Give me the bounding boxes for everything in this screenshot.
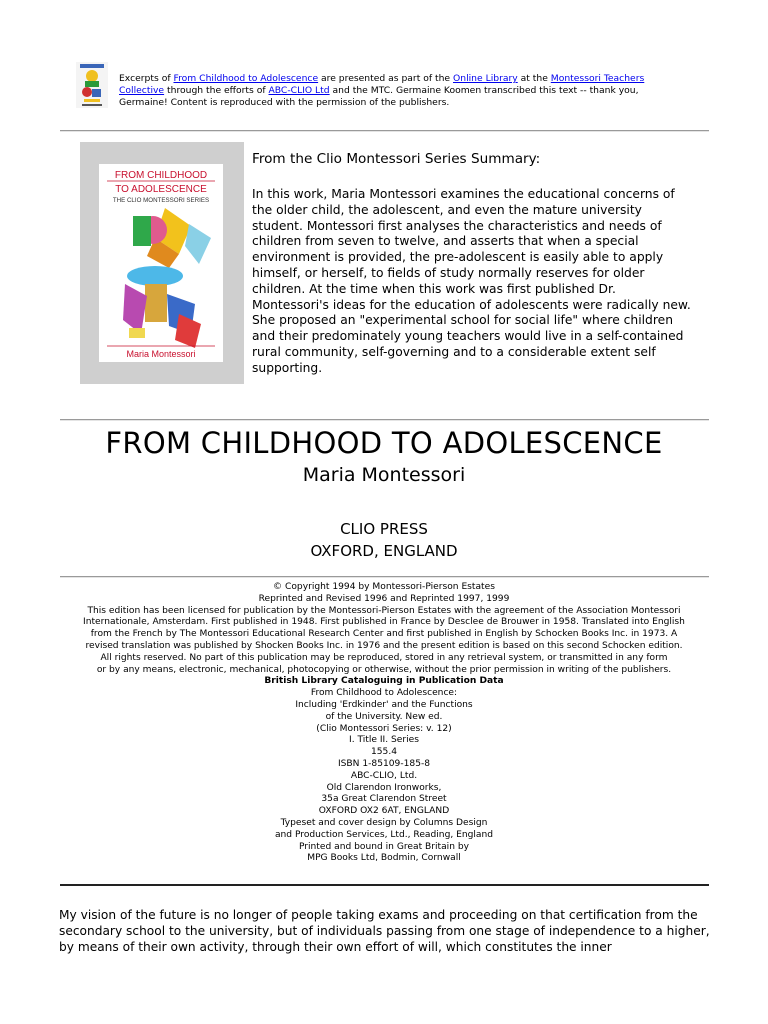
montessori-teachers-collective-link[interactable]: Montessori Teachers Collective xyxy=(119,73,645,96)
cataloguing-line: and Production Services, Ltd., Reading, England xyxy=(274,829,494,840)
publisher-name: CLIO PRESS xyxy=(340,520,428,538)
divider-copyright xyxy=(60,576,709,578)
intro-paragraph: My vision of the future is no longer of people taking exams and proceeding on that certification from the secondary school to the university, but of individuals passing from one stage of independence to a higher, by means of their own activity, through their own effort of will, which constitutes the inner xyxy=(59,908,710,954)
cataloguing-line: Including 'Erdkinder' and the Functions xyxy=(295,699,473,710)
abc-clio-link[interactable]: ABC-CLIO Ltd xyxy=(268,85,330,96)
book-link[interactable]: From Childhood to Adolescence xyxy=(173,73,319,84)
cataloguing-line: OXFORD OX2 6AT, ENGLAND xyxy=(318,806,450,817)
copyright-line: Reprinted and Revised 1996 and Reprinted 1997, 1999 xyxy=(258,593,510,604)
copyright-line: All rights reserved. No part of this publication may be reproduced, stored in any retrieval system, or transmitted in any form xyxy=(100,652,668,663)
cataloguing-line: I. Title II. Series xyxy=(349,735,419,746)
cataloguing-line: From Childhood to Adolescence: xyxy=(310,688,458,699)
cataloguing-line: ISBN 1-85109-185-8 xyxy=(337,758,431,769)
header-text: Excerpts of From Childhood to Adolescence are presented as part of the Online Library at the Montessori Teachers Collective through the efforts of ABC-CLIO Ltd and the MTC. Germaine Koomen transcribed this text -- thank you, Germaine! Content is reproduced with the permission of the publishers. xyxy=(119,73,645,108)
online-library-link[interactable]: Online Library xyxy=(453,73,518,84)
cataloguing-line: ABC-CLIO, Ltd. xyxy=(350,770,418,781)
cover-title-line1: FROM CHILDHOOD xyxy=(114,170,208,181)
copyright-line: Internationale, Amsterdam. First published in 1948. First published in France by Desclee de Brouwer in 1958. Translated into English xyxy=(83,617,685,628)
cataloguing-line: 155.4 xyxy=(370,747,398,758)
copyright-block xyxy=(40,582,728,865)
cover-author: Maria Montessori xyxy=(126,349,196,359)
copyright-line: or by any means, electronic, mechanical, photocopying or otherwise, without the prior permission in writing of the publishers. xyxy=(96,664,672,675)
cataloguing-line: Old Clarendon Ironworks, xyxy=(326,782,442,793)
cataloguing-line: Printed and bound in Great Britain by xyxy=(298,841,470,852)
copyright-line: from the French by The Montessori Educational Research Center and first published in English by Schocken Books Inc. in 1973. A xyxy=(90,629,678,640)
cover-series: THE CLIO MONTESSORI SERIES xyxy=(112,197,210,204)
summary-text: In this work, Maria Montessori examines the educational concerns of the older child, the adolescent, and even the mature university student. Montessori first analyses the characteristics and needs of children from seven to twelve, and asserts that when a special environment is provided, the pre-adolescent is easily able to apply himself, or herself, to fields of study normally reserves for older children. At the time when this work was first published Dr. Montessori's ideas for the education of adolescents were radically new. She proposed an "experimental school for social life" where children and their predominately young teachers would live in a self-contained rural community, self-governing and to a considerable extent self supporting. xyxy=(252,187,691,375)
cover-title-line2: TO ADOLESCENCE xyxy=(115,184,207,195)
divider-top xyxy=(60,130,709,132)
book-cover-image xyxy=(99,164,223,362)
cataloguing-line: Typeset and cover design by Columns Design xyxy=(280,817,488,828)
summary-heading: From the Clio Montessori Series Summary: xyxy=(252,151,541,167)
book-author: Maria Montessori xyxy=(302,464,466,486)
divider-middle xyxy=(60,419,709,421)
copyright-line: revised translation was published by Shocken Books Inc. in 1976 and the present edition is based on this second Schocken edition. xyxy=(85,640,683,651)
cataloguing-heading: British Library Cataloguing in Publication Data xyxy=(264,676,504,687)
cataloguing-line: MPG Books Ltd, Bodmin, Cornwall xyxy=(307,853,461,864)
montessori-logo-icon xyxy=(76,62,108,108)
cataloguing-line: (Clio Montessori Series: v. 12) xyxy=(316,723,452,734)
copyright-line: This edition has been licensed for publication by the Montessori-Pierson Estates with the agreement of the Association Montessori xyxy=(87,605,681,616)
cataloguing-line: 35a Great Clarendon Street xyxy=(321,794,447,805)
divider-bottom xyxy=(60,884,709,886)
header-notice xyxy=(76,62,696,112)
copyright-line: © Copyright 1994 by Montessori-Pierson Estates xyxy=(273,582,495,592)
publisher-place: OXFORD, ENGLAND xyxy=(310,542,458,560)
book-title: FROM CHILDHOOD TO ADOLESCENCE xyxy=(105,426,663,460)
cataloguing-line: of the University. New ed. xyxy=(325,711,443,722)
